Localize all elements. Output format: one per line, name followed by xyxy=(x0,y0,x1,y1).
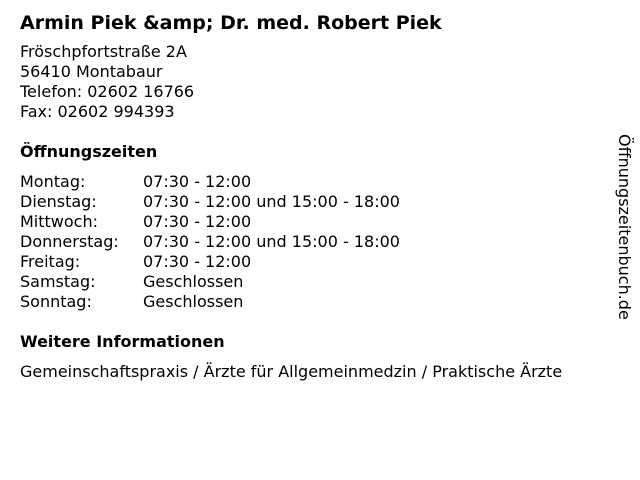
day-hours: 07:30 - 12:00 xyxy=(143,172,252,191)
contact-block xyxy=(20,42,610,122)
city-address: 56410 Montabaur xyxy=(20,62,163,81)
opening-hours-heading: Öffnungszeiten xyxy=(20,142,158,161)
day-label: Mittwoch: xyxy=(20,212,98,231)
day-label: Dienstag: xyxy=(20,192,97,211)
street-address: Fröschpfortstraße 2A xyxy=(20,42,187,61)
day-hours: 07:30 - 12:00 xyxy=(143,252,252,271)
hours-row-thursday xyxy=(20,232,610,252)
more-info-text: Gemeinschaftspraxis / Ärzte für Allgemeinmedzin / Praktische Ärzte xyxy=(20,362,563,381)
day-label: Samstag: xyxy=(20,272,96,291)
day-hours: 07:30 - 12:00 und 15:00 - 18:00 xyxy=(143,192,400,211)
business-card xyxy=(20,10,610,382)
day-label: Sonntag: xyxy=(20,292,92,311)
hours-row-sunday xyxy=(20,292,610,312)
fax-number: Fax: 02602 994393 xyxy=(20,102,175,121)
hours-row-saturday xyxy=(20,272,610,292)
day-hours: 07:30 - 12:00 und 15:00 - 18:00 xyxy=(143,232,400,251)
hours-row-tuesday xyxy=(20,192,610,212)
hours-row-wednesday xyxy=(20,212,610,232)
hours-row-monday xyxy=(20,172,610,192)
day-hours: Geschlossen xyxy=(143,292,244,311)
site-watermark: Öffnungszeitenbuch.de xyxy=(615,134,634,320)
day-label: Donnerstag: xyxy=(20,232,119,251)
opening-hours-table xyxy=(20,172,610,312)
day-hours: Geschlossen xyxy=(143,272,244,291)
more-info-heading: Weitere Informationen xyxy=(20,332,225,351)
day-label: Freitag: xyxy=(20,252,81,271)
day-hours: 07:30 - 12:00 xyxy=(143,212,252,231)
business-name: Armin Piek &amp; Dr. med. Robert Piek xyxy=(20,12,442,34)
day-label: Montag: xyxy=(20,172,86,191)
phone-number: Telefon: 02602 16766 xyxy=(20,82,195,101)
hours-row-friday xyxy=(20,252,610,272)
